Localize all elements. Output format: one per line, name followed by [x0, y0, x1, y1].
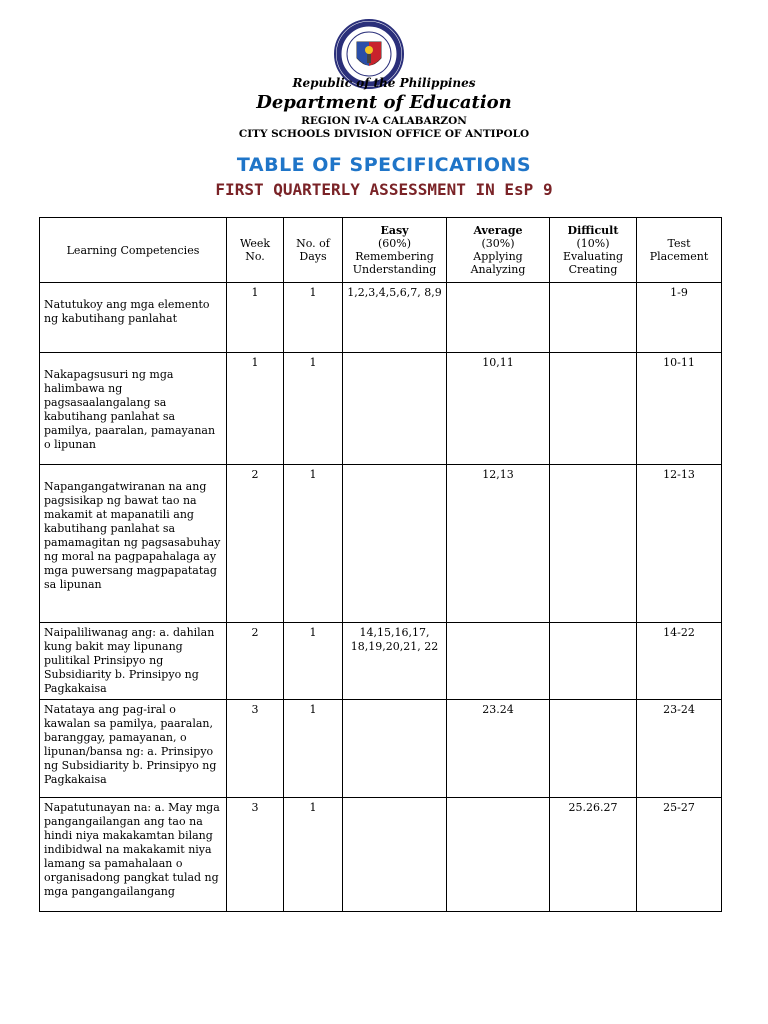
week-cell: 1	[227, 283, 284, 353]
competency-cell	[40, 353, 227, 465]
competency-text: Natutukoy ang mga elemento ng kabutihang panlahat	[44, 298, 210, 325]
header-difficult-a: Evaluating	[562, 250, 624, 263]
easy-cell	[343, 700, 447, 798]
header-average-pct: (30%)	[481, 237, 515, 250]
header-difficult-title: Difficult	[567, 224, 619, 237]
average-cell	[447, 798, 550, 912]
competency-text: Napatutunayan na: a. May mga pangangailangan ang tao na hindi niya makakamtan bilang indibidwal na makakamit niya lamang sa pamahalaan o organisadong pangkat tulad ng mga pangangailangang	[40, 798, 227, 912]
competency-cell	[40, 283, 227, 353]
table-row	[40, 700, 722, 798]
header-difficult-pct: (10%)	[576, 237, 610, 250]
days-cell: 1	[284, 623, 343, 700]
header-easy	[343, 218, 447, 283]
difficult-cell	[550, 465, 637, 623]
header-easy-a: Remembering	[355, 250, 434, 263]
header-week: Week No.	[227, 218, 284, 283]
division-line: CITY SCHOOLS DIVISION OFFICE OF ANTIPOLO	[238, 128, 530, 140]
header-average-title: Average	[473, 224, 523, 237]
competency-cell	[40, 465, 227, 623]
average-cell: 23.24	[447, 700, 550, 798]
department-name: Department of Education	[256, 92, 512, 113]
placement-cell: 10-11	[637, 353, 722, 465]
table-row	[40, 465, 722, 623]
average-cell	[447, 623, 550, 700]
days-cell: 1	[284, 700, 343, 798]
competency-text: Natataya ang pag-iral o kawalan sa pamilya, paaralan, baranggay, pamayanan, o lipunan/bansa ng: a. Prinsipyo ng Subsidiarity b. Prinsipyo ng Pagkakaisa	[40, 700, 227, 798]
table-row	[40, 623, 722, 700]
days-cell: 1	[284, 465, 343, 623]
average-cell	[447, 283, 550, 353]
republic-line: Republic of the Philippines	[292, 76, 476, 90]
easy-cell: 1,2,3,4,5,6,7, 8,9	[343, 283, 447, 353]
competency-text: Napangangatwiranan na ang pagsisikap ng bawat tao na makamit at mapanatili ang kabutihang panlahat sa pamamagitan ng pagsasabuhay ng moral na pagpapahalaga ay mga puwersang magpapatatag sa lipunan	[44, 480, 221, 591]
difficult-cell	[550, 623, 637, 700]
header-difficult-b: Creating	[568, 263, 618, 276]
average-cell: 12,13	[447, 465, 550, 623]
easy-cell: 14,15,16,17, 18,19,20,21, 22	[343, 623, 447, 700]
document-title: TABLE OF SPECIFICATIONS	[236, 154, 532, 176]
average-cell: 10,11	[447, 353, 550, 465]
header-average-a: Applying	[473, 250, 523, 263]
easy-cell	[343, 353, 447, 465]
days-cell: 1	[284, 798, 343, 912]
week-cell: 1	[227, 353, 284, 465]
week-cell: 2	[227, 623, 284, 700]
table-row	[40, 353, 722, 465]
table-row	[40, 798, 722, 912]
difficult-cell	[550, 283, 637, 353]
specifications-table	[39, 217, 722, 912]
header-placement: Test Placement	[637, 218, 722, 283]
easy-cell	[343, 465, 447, 623]
placement-cell: 1-9	[637, 283, 722, 353]
week-cell: 3	[227, 798, 284, 912]
difficult-cell	[550, 353, 637, 465]
placement-cell: 12-13	[637, 465, 722, 623]
header-easy-b: Understanding	[352, 263, 437, 276]
header-average-b: Analyzing	[470, 263, 526, 276]
header-average	[447, 218, 550, 283]
competency-text: Nakapagsusuri ng mga halimbawa ng pagsasaalangalang sa kabutihang panlahat sa pamilya, paaralan, pamayanan o lipunan	[44, 368, 216, 451]
days-cell: 1	[284, 353, 343, 465]
placement-cell: 25-27	[637, 798, 722, 912]
placement-cell: 23-24	[637, 700, 722, 798]
region-line: REGION IV-A CALABARZON	[301, 115, 467, 127]
header-difficult	[550, 218, 637, 283]
table-row	[40, 283, 722, 353]
easy-cell	[343, 798, 447, 912]
week-cell: 2	[227, 465, 284, 623]
document-subtitle: FIRST QUARTERLY ASSESSMENT IN EsP 9	[215, 180, 553, 199]
difficult-cell: 25.26.27	[550, 798, 637, 912]
placement-cell: 14-22	[637, 623, 722, 700]
week-cell: 3	[227, 700, 284, 798]
header-days: No. of Days	[284, 218, 343, 283]
header-easy-title: Easy	[380, 224, 409, 237]
header-competencies: Learning Competencies	[40, 218, 227, 283]
competency-text: Naipaliliwanag ang: a. dahilan kung bakit may lipunang pulitikal Prinsipyo ng Subsidiarity b. Prinsipyo ng Pagkakaisa	[40, 623, 227, 700]
header-easy-pct: (60%)	[377, 237, 412, 250]
table-header-row	[40, 218, 722, 283]
days-cell: 1	[284, 283, 343, 353]
difficult-cell	[550, 700, 637, 798]
